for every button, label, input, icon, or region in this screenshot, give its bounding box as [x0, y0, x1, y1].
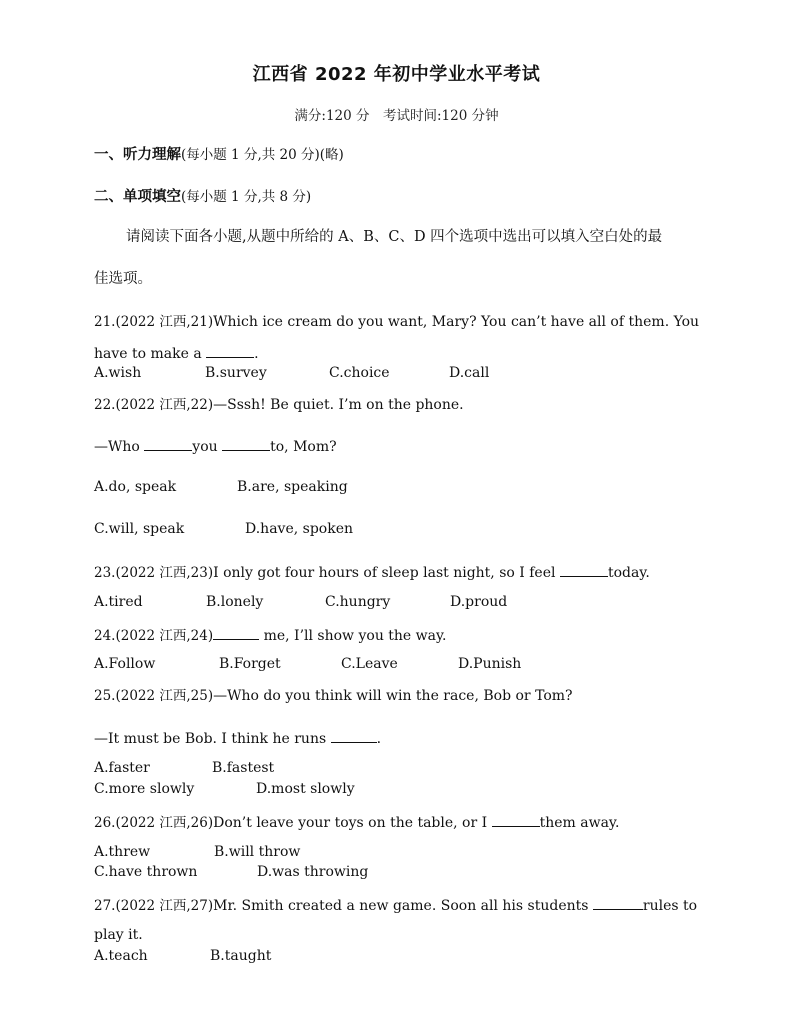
option-d: D.Punish: [458, 656, 522, 672]
option-d: D.proud: [450, 594, 508, 610]
question-22-line-2: —Who you to, Mom?: [94, 436, 337, 456]
question-27: 27.(2022 江西,27)Mr. Smith created a new game. Soon all his students rules to: [94, 895, 697, 915]
option-b: B.taught: [210, 948, 272, 964]
section-1-heading: 一、听力理解(每小题 1 分,共 20 分)(略): [94, 147, 344, 163]
option-d: D.have, spoken: [245, 521, 353, 537]
option-b: B.survey: [205, 365, 267, 381]
option-a: A.tired: [94, 594, 143, 610]
option-b: B.lonely: [206, 594, 264, 610]
option-c: C.choice: [329, 365, 390, 381]
option-b: B.fastest: [212, 760, 275, 776]
instruction-line-2: 佳选项。: [94, 271, 152, 287]
answer-blank: [492, 812, 540, 827]
option-c: C.will, speak: [94, 521, 185, 537]
option-b: B.will throw: [214, 844, 301, 860]
option-b: B.Forget: [219, 656, 281, 672]
answer-blank: [144, 436, 192, 451]
exam-info: 满分:120 分 考试时间:120 分钟: [294, 108, 499, 124]
option-c: C.have thrown: [94, 864, 198, 880]
option-a: A.teach: [94, 948, 148, 964]
option-a: A.faster: [94, 760, 150, 776]
answer-blank: [331, 728, 377, 743]
instruction-line-1: 请阅读下面各小题,从题中所给的 A、B、C、D 四个选项中选出可以填入空白处的最: [126, 229, 663, 245]
answer-blank: [593, 895, 643, 910]
question-21-line-2: have to make a .: [94, 343, 259, 363]
section-2-heading: 二、单项填空(每小题 1 分,共 8 分): [94, 189, 312, 205]
answer-blank: [206, 343, 254, 358]
option-d: D.most slowly: [256, 781, 355, 797]
question-27-line-2: play it.: [94, 927, 143, 943]
option-d: D.was throwing: [257, 864, 369, 880]
answer-blank: [560, 562, 608, 577]
question-21: 21.(2022 江西,21)Which ice cream do you want, Mary? You can’t have all of them. You: [94, 314, 700, 330]
option-a: A.threw: [94, 844, 151, 860]
question-22: 22.(2022 江西,22)—Sssh! Be quiet. I’m on the phone.: [94, 397, 464, 413]
question-23: 23.(2022 江西,23)I only got four hours of sleep last night, so I feel today.: [94, 562, 650, 582]
option-c: C.more slowly: [94, 781, 195, 797]
option-a: A.do, speak: [94, 479, 177, 495]
page-title: 江西省 2022 年初中学业水平考试: [252, 64, 541, 85]
option-c: C.Leave: [341, 656, 398, 672]
answer-blank: [222, 436, 270, 451]
option-d: D.call: [449, 365, 490, 381]
answer-blank: [213, 625, 259, 640]
question-26: 26.(2022 江西,26)Don’t leave your toys on the table, or I them away.: [94, 812, 619, 832]
question-25: 25.(2022 江西,25)—Who do you think will win the race, Bob or Tom?: [94, 688, 573, 704]
option-a: A.Follow: [94, 656, 156, 672]
question-24: 24.(2022 江西,24) me, I’ll show you the way.: [94, 625, 447, 645]
option-b: B.are, speaking: [237, 479, 348, 495]
option-c: C.hungry: [325, 594, 391, 610]
question-25-line-2: —It must be Bob. I think he runs .: [94, 728, 381, 748]
option-a: A.wish: [94, 365, 142, 381]
